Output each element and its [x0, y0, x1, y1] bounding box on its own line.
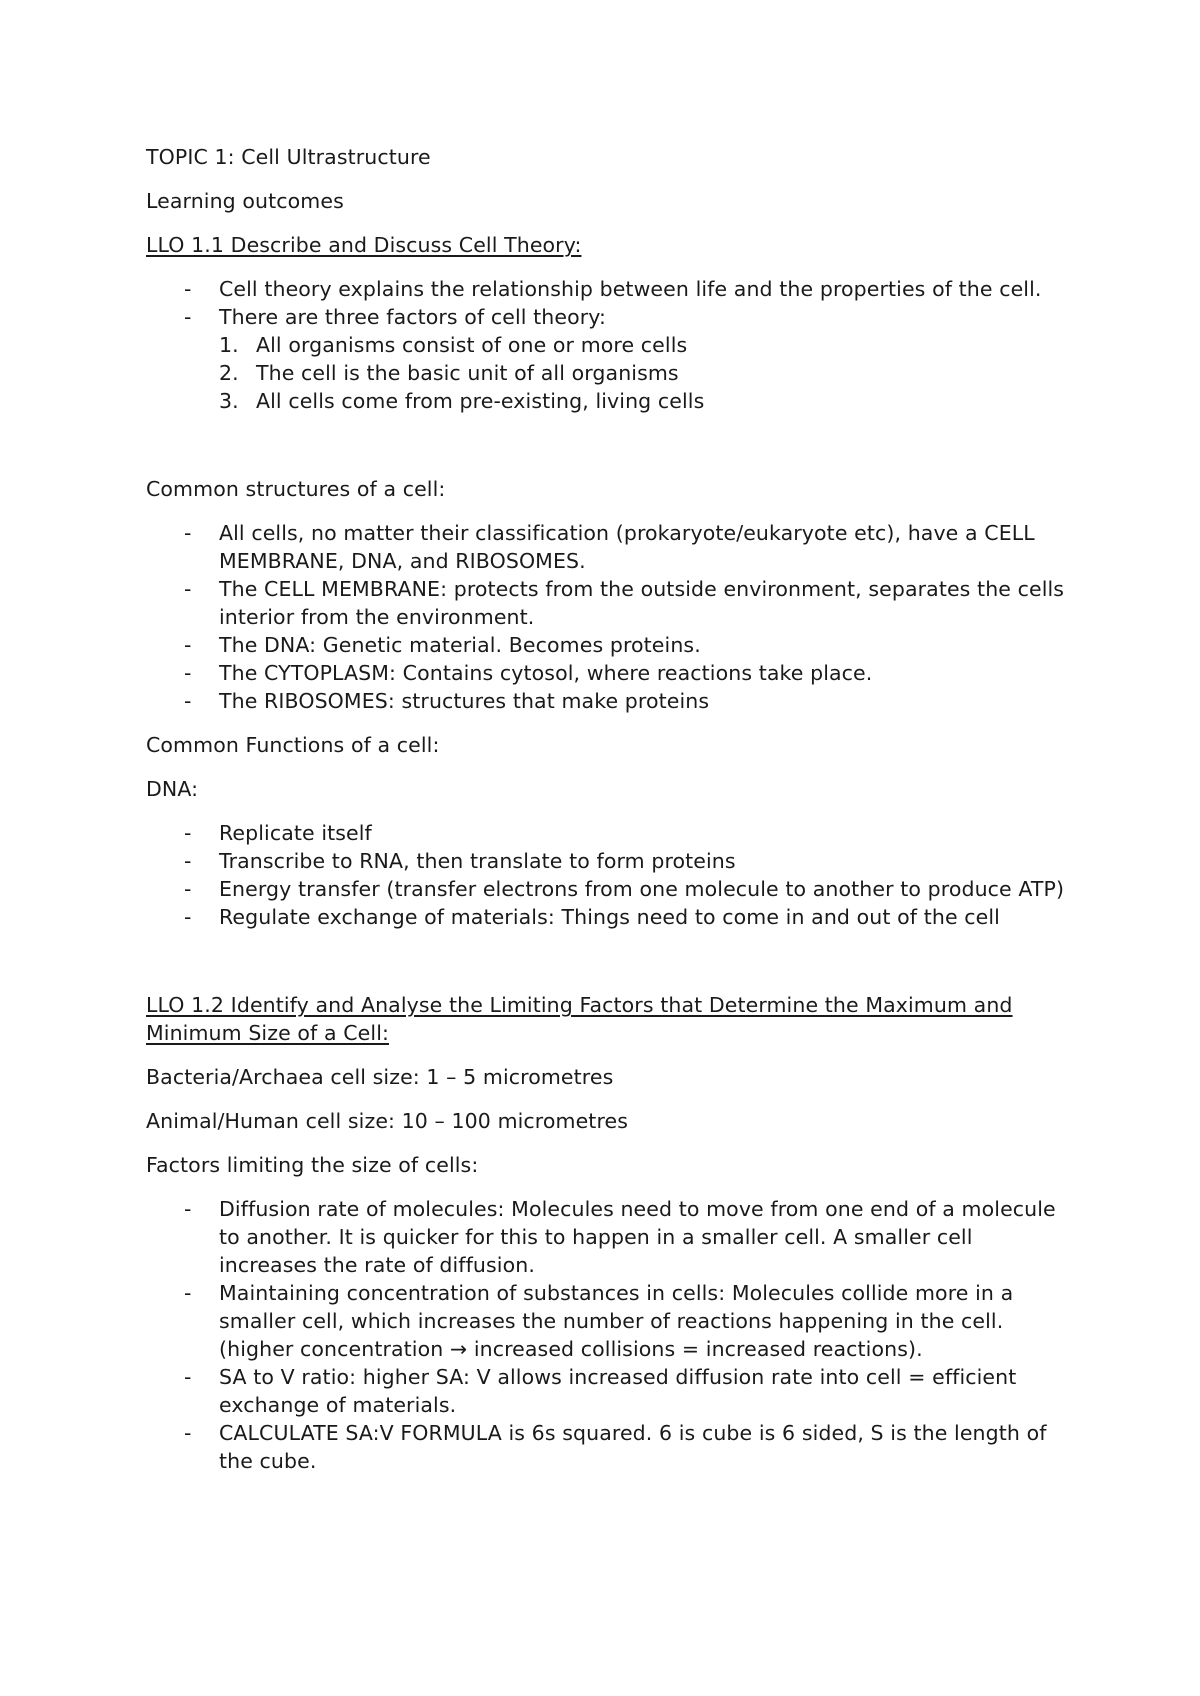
dna-label: DNA: [146, 777, 199, 801]
numbered-item [219, 387, 1070, 415]
numbered-item [219, 331, 1070, 359]
list-item: - SA to V ratio: higher SA: V allows increased diffusion rate into cell = efficient exchange of materials. [146, 1363, 1070, 1419]
list-item: - The RIBOSOMES: structures that make proteins [146, 687, 1070, 715]
item-text: All cells come from pre-existing, living cells [256, 389, 705, 413]
item-number: 3. [219, 389, 239, 413]
list-item: - The CYTOPLASM: Contains cytosol, where reactions take place. [146, 659, 1070, 687]
list-item: - The CELL MEMBRANE: protects from the outside environment, separates the cells interior from the environment. [146, 575, 1070, 631]
llo-1-1-heading: LLO 1.1 Describe and Discuss Cell Theory: [146, 233, 582, 257]
bacteria-cell-size: Bacteria/Archaea cell size: 1 – 5 micrometres [146, 1065, 614, 1089]
list-item: - Energy transfer (transfer electrons from one molecule to another to produce ATP) [146, 875, 1070, 903]
common-structures-heading: Common structures of a cell: [146, 477, 446, 501]
animal-cell-size: Animal/Human cell size: 10 – 100 micrometres [146, 1109, 629, 1133]
list-item-text: There are three factors of cell theory: [219, 305, 607, 329]
common-functions-heading: Common Functions of a cell: [146, 733, 440, 757]
dna-functions-list [146, 819, 1070, 931]
limiting-factors-heading: Factors limiting the size of cells: [146, 1153, 479, 1177]
numbered-item [219, 359, 1070, 387]
cell-theory-factors [219, 331, 1070, 415]
list-item [146, 303, 1070, 415]
item-number: 1. [219, 333, 239, 357]
llo-1-2-heading: LLO 1.2 Identify and Analyse the Limiting Factors that Determine the Maximum and Minimum Size of a Cell: [146, 993, 1013, 1045]
list-item: - CALCULATE SA:V FORMULA is 6s squared. 6 is cube is 6 sided, S is the length of the cube. [146, 1419, 1070, 1475]
common-structures-list [146, 519, 1070, 715]
cell-theory-list [146, 275, 1070, 415]
learning-outcomes-label: Learning outcomes [146, 189, 344, 213]
item-text: All organisms consist of one or more cells [256, 333, 688, 357]
list-item: - Diffusion rate of molecules: Molecules need to move from one end of a molecule to another. It is quicker for this to happen in a smaller cell. A smaller cell increases the rate of diffusion. [146, 1195, 1070, 1279]
item-text: The cell is the basic unit of all organisms [256, 361, 679, 385]
item-number: 2. [219, 361, 239, 385]
list-item: - Regulate exchange of materials: Things need to come in and out of the cell [146, 903, 1070, 931]
topic-title: TOPIC 1: Cell Ultrastructure [146, 145, 431, 169]
list-item: - All cells, no matter their classification (prokaryote/eukaryote etc), have a CELL MEMBRANE, DNA, and RIBOSOMES. [146, 519, 1070, 575]
list-item: - Replicate itself [146, 819, 1070, 847]
limiting-factors-list [146, 1195, 1070, 1475]
list-item: - Cell theory explains the relationship between life and the properties of the cell. [146, 275, 1070, 303]
list-item: - Maintaining concentration of substances in cells: Molecules collide more in a smaller cell, which increases the number of reactions happening in the cell. (higher concentration → increased collisions = increased reactions). [146, 1279, 1070, 1363]
document-body [146, 143, 1070, 1491]
list-item: - Transcribe to RNA, then translate to form proteins [146, 847, 1070, 875]
list-item: - The DNA: Genetic material. Becomes proteins. [146, 631, 1070, 659]
